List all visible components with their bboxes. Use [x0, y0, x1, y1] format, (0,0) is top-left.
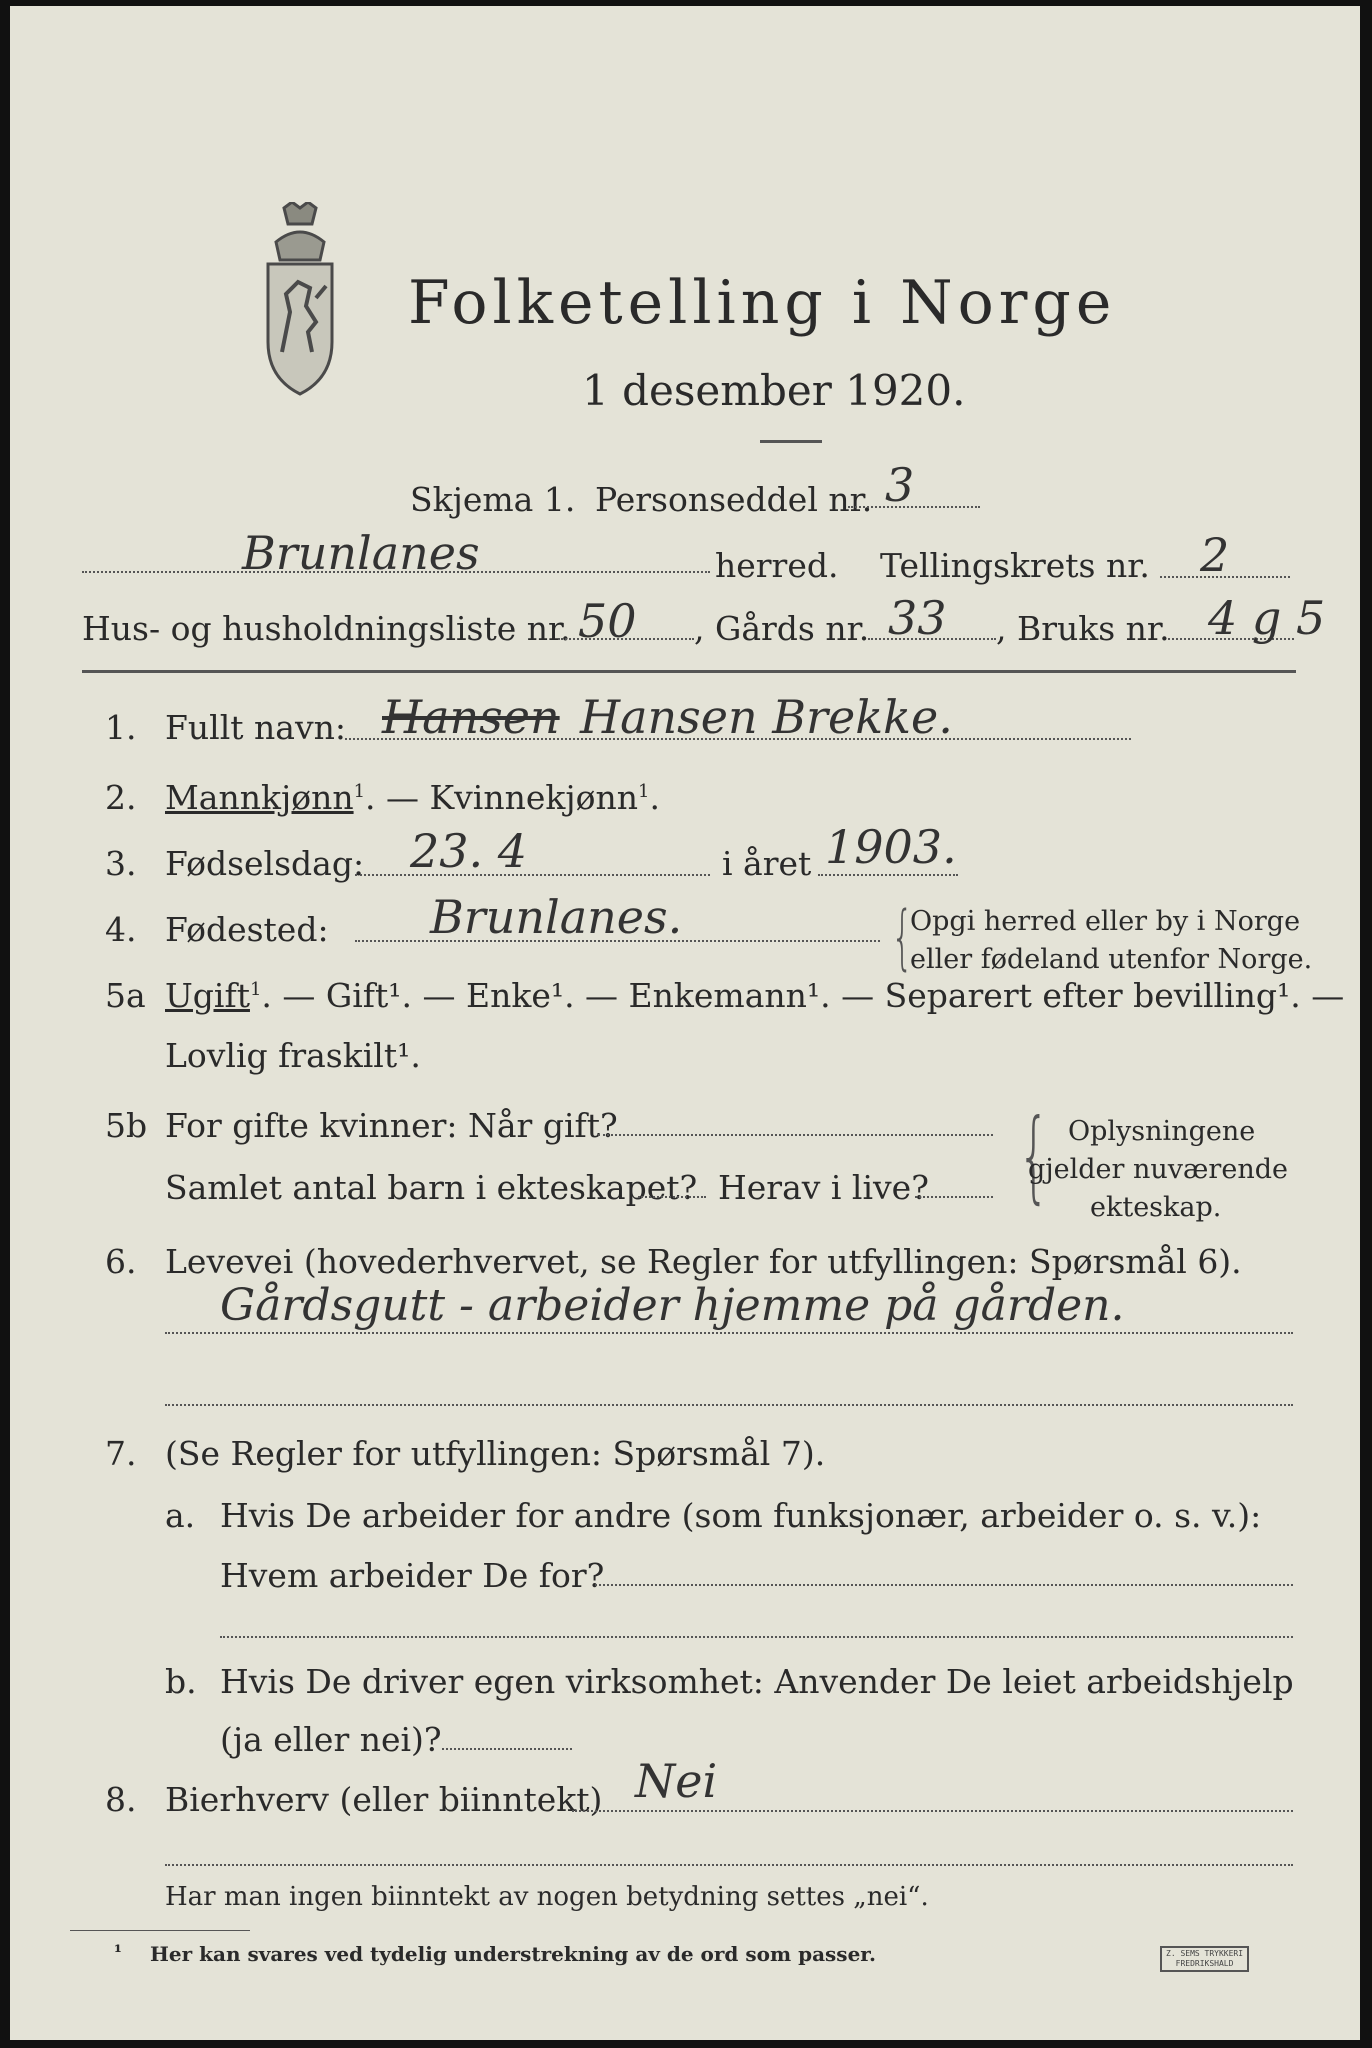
q5a-ugift-sup: 1 — [249, 979, 262, 1000]
q7a-label-2: Hvem arbeider De for? — [220, 1556, 605, 1595]
footnote-rule — [70, 1930, 250, 1931]
q1-number: 1. — [105, 708, 137, 747]
q2-female: Kvinnekjønn — [429, 778, 639, 817]
q6-label: Levevei (hovederhvervet, se Regler for utfyllingen: Spørsmål 6). — [165, 1242, 1242, 1281]
printer-stamp-line-1: Z. SEMS TRYKKERI — [1166, 1949, 1244, 1958]
q5b-label-3: Herav i live? — [718, 1168, 929, 1207]
q7b-label: Hvis De driver egen virksomhet: Anvender De leiet arbeidshjelp — [220, 1662, 1294, 1701]
q5a-line-2: Lovlig fraskilt¹. — [165, 1036, 421, 1075]
q5a-ugift: Ugift — [165, 976, 250, 1015]
q5b-note-line-1: Oplysningene — [1068, 1116, 1256, 1147]
q2-male: Mannkjønn — [165, 778, 354, 817]
q8-field-line-2 — [165, 1864, 1293, 1866]
footer-note: Har man ingen biinntekt av nogen betydning settes „nei“. — [165, 1882, 929, 1912]
q4-note-line-2: eller fødeland utenfor Norge. — [910, 944, 1313, 975]
q2-female-sup: 1 — [638, 781, 650, 802]
q5a-number: 5a — [105, 976, 146, 1015]
bruks-value: 4 g 5 — [1208, 591, 1326, 645]
q6-field-line-1 — [165, 1332, 1293, 1334]
q5b-field-line-1 — [598, 1134, 993, 1136]
q3-label: Fødselsdag: — [165, 844, 365, 883]
hus-label: Hus- og husholdningsliste nr. — [82, 609, 571, 648]
footnote-mark: ¹ — [114, 1942, 122, 1963]
personseddel-value: 3 — [885, 458, 915, 512]
form-date: 1 desember 1920. — [582, 366, 966, 415]
q5b-brace: { — [1017, 1097, 1050, 1214]
q3-year-field-line — [818, 874, 958, 876]
q7-number: 7. — [105, 1434, 137, 1473]
herred-value: Brunlanes — [242, 526, 480, 580]
q8-label: Bierhverv (eller biinntekt) — [165, 1780, 603, 1819]
q5a-rest: . — Gift¹. — Enke¹. — Enkemann¹. — Separert efter bevilling¹. — — [261, 976, 1345, 1015]
q5b-label-2: Samlet antal barn i ekteskapet? — [165, 1168, 698, 1207]
q4-number: 4. — [105, 910, 137, 949]
q4-note-line-1: Opgi herred eller by i Norge — [910, 906, 1301, 937]
q8-number: 8. — [105, 1780, 137, 1819]
q5b-field-line-2 — [638, 1196, 706, 1198]
q4-label: Fødested: — [165, 910, 329, 949]
q5b-note-line-3: ekteskap. — [1090, 1192, 1222, 1223]
q5b-number: 5b — [105, 1106, 148, 1145]
personseddel-label: Personseddel nr. — [595, 480, 873, 519]
q2-options — [165, 778, 660, 817]
skjema-label: Skjema 1. — [410, 480, 576, 519]
q2-female-end: . — [649, 778, 660, 817]
q5b-field-line-3 — [915, 1196, 993, 1198]
q7a-field-line-2 — [220, 1636, 1293, 1638]
hus-value: 50 — [578, 594, 637, 648]
q3-field-line — [355, 874, 710, 876]
q5b-note-line-2: gjelder nuværende — [1028, 1154, 1288, 1185]
census-form-sheet — [10, 6, 1360, 2040]
gards-value: 33 — [888, 591, 947, 645]
q5a-options — [165, 976, 1344, 1015]
gards-label: , Gårds nr. — [694, 609, 870, 648]
tellingskrets-value: 2 — [1200, 528, 1230, 582]
printer-stamp — [1160, 1946, 1249, 1972]
q8-value: Nei — [635, 1754, 718, 1808]
q7b-number: b. — [165, 1662, 197, 1701]
q7-label: (Se Regler for utfyllingen: Spørsmål 7). — [165, 1434, 826, 1473]
bruks-label: , Bruks nr. — [996, 609, 1170, 648]
q3-value: 23. 4 — [410, 824, 528, 878]
q2-male-end: . — [365, 778, 376, 817]
q6-number: 6. — [105, 1242, 137, 1281]
q7a-field-line-1 — [595, 1584, 1293, 1586]
form-title: Folketelling i Norge — [408, 268, 1117, 338]
title-divider — [760, 440, 822, 443]
footnote-text: Her kan svares ved tydelig understrekning av de ord som passer. — [150, 1942, 876, 1966]
printer-stamp-line-2: FREDRIKSHALD — [1175, 1959, 1234, 1968]
q2-male-sup: 1 — [353, 781, 366, 802]
header-rule — [82, 670, 1296, 673]
q8-field-line-1 — [572, 1810, 1293, 1812]
q6-value: Gårdsgutt - arbeider hjemme på gården. — [220, 1280, 1125, 1331]
q7b-field-line — [442, 1748, 572, 1750]
coat-of-arms-icon — [246, 202, 354, 398]
tellingskrets-label: Tellingskrets nr. — [880, 546, 1150, 585]
q6-field-line-2 — [165, 1404, 1293, 1406]
herred-label: herred. — [715, 546, 839, 585]
q2-number: 2. — [105, 778, 137, 817]
q3-number: 3. — [105, 844, 137, 883]
q3-year-label: i året — [722, 844, 812, 883]
q5b-label-1: For gifte kvinner: Når gift? — [165, 1106, 618, 1145]
q7a-number: a. — [165, 1496, 196, 1535]
q1-value: Hansen Brekke. — [580, 690, 953, 744]
q7b-label-2: (ja eller nei)? — [220, 1720, 442, 1759]
q4-value: Brunlanes. — [430, 890, 683, 944]
q1-label: Fullt navn: — [165, 708, 346, 747]
q3-year-value: 1903. — [825, 820, 957, 874]
q2-dash: — — [375, 778, 430, 817]
q1-value-struck: Hansen — [382, 690, 560, 744]
q7a-label: Hvis De arbeider for andre (som funksjonær, arbeider o. s. v.): — [220, 1496, 1262, 1535]
q4-brace: { — [891, 896, 914, 978]
